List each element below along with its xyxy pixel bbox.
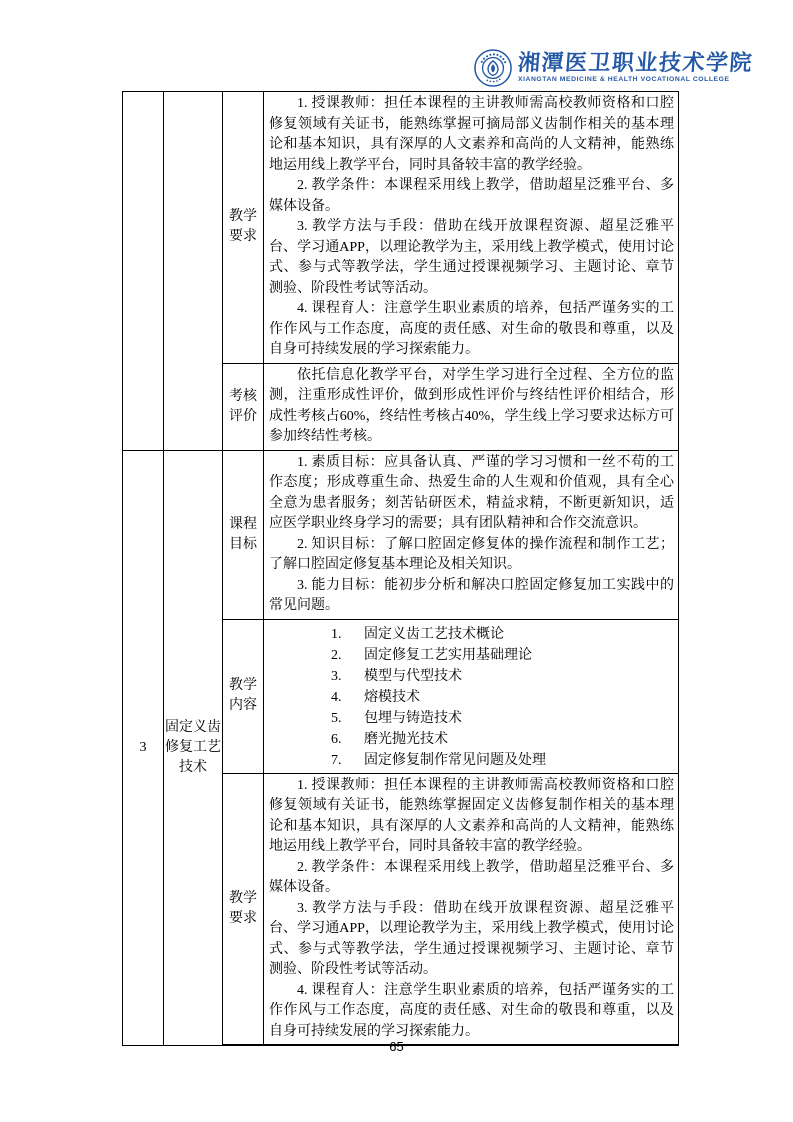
paragraph: 2. 教学条件：本课程采用线上教学，借助超星泛雅平台、多媒体设备。 [269, 178, 674, 214]
assessment-content [264, 363, 679, 450]
course-seq-cell: 3 [123, 450, 164, 1045]
list-item-number: 5. [331, 710, 342, 726]
paragraph: 4. 课程育人：注意学生职业素质的培养，包括严谨务实的工作作风与工作态度，高度的责任感、对生命的敬畏和尊重，以及自身可持续发展的学习探索能力。 [269, 301, 674, 357]
college-seal-icon [474, 49, 512, 87]
college-name-cn: 湘潭医卫职业技术学院 [517, 50, 754, 76]
list-item-number: 1. [331, 626, 342, 642]
paragraph: 3. 能力目标：能初步分析和解决口腔固定修复加工实践中的常见问题。 [269, 577, 674, 613]
paragraph: 4. 课程育人：注意学生职业素质的培养，包括严谨务实的工作作风与工作态度，高度的责任感、对生命的敬畏和尊重，以及自身可持续发展的学习探索能力。 [269, 982, 674, 1039]
syllabus-table [122, 91, 679, 1046]
paragraph: 3. 教学方法与手段：借助在线开放课程资源、超星泛雅平台、学习通APP，以理论教学为主，采用线上教学模式，使用讨论式、参与式等教学法，学生通过授课视频学习、主题讨论、章节测验、阶段性考试等活动。 [269, 219, 674, 296]
list-item-text: 固定义齿工艺技术概论 [364, 626, 504, 642]
row-label-assessment: 考核评价 [223, 363, 264, 450]
list-item-number: 3. [331, 668, 342, 684]
list-item-number: 7. [331, 752, 342, 768]
list-item-text: 磨光抛光技术 [364, 731, 448, 747]
paragraph: 2. 教学条件：本课程采用线上教学，借助超星泛雅平台、多媒体设备。 [269, 859, 674, 895]
row-label-teaching-requirements-2: 教学要求 [223, 773, 264, 1045]
course-name-cell-empty [164, 92, 223, 451]
list-item-number: 6. [331, 731, 342, 747]
page-number: 65 [389, 1039, 404, 1054]
list-item [331, 708, 674, 729]
list-item [331, 645, 674, 666]
list-item-number: 4. [331, 689, 342, 705]
list-item-text: 固定修复工艺实用基础理论 [364, 647, 532, 663]
list-item [331, 729, 674, 750]
course-seq-cell-empty [123, 92, 164, 451]
paragraph: 1. 授课教师：担任本课程的主讲教师需高校教师资格和口腔修复领域有关证书，能熟练掌握可摘局部义齿制作相关的基本理论和基本知识，具有深厚的人文素养和高尚的人文精神，能熟练地运用线上教学平台，同时具备较丰富的教学经验。 [269, 96, 674, 173]
college-name-block [518, 52, 753, 84]
list-item [331, 687, 674, 708]
college-logo [474, 49, 753, 87]
teaching-requirements-content [264, 92, 679, 364]
paragraph: 依托信息化教学平台，对学生学习进行全过程、全方位的监测，注重形成性评价，做到形成性评价与终结性评价相结合，形成性考核占60%，终结性考核占40%，学生线上学习要求达标方可参加终结性考核。 [269, 367, 674, 444]
paragraph: 1. 素质目标：应具备认真、严谨的学习习惯和一丝不苟的工作态度；形成尊重生命、热爱生命的人生观和价值观，具有全心全意为患者服务；刻苦钻研医术，精益求精，不断更新知识，适应医学职业终身学习的需要；具有团队精神和合作交流意识。 [269, 454, 674, 531]
list-item-number: 2. [331, 647, 342, 663]
list-item-text: 模型与代型技术 [364, 668, 462, 684]
list-item-text: 固定修复制作常见问题及处理 [364, 752, 546, 768]
paragraph: 3. 教学方法与手段：借助在线开放课程资源、超星泛雅平台、学习通APP，以理论教学为主，采用线上教学模式，使用讨论式、参与式等教学法，学生通过授课视频学习、主题讨论、章节测验、阶段性考试等活动。 [269, 900, 674, 977]
row-label-teaching-requirements: 教学要求 [223, 92, 264, 364]
row-label-teaching-content: 教学内容 [223, 619, 264, 773]
row-label-course-objectives: 课程目标 [223, 450, 264, 619]
list-item-text: 包埋与铸造技术 [364, 710, 462, 726]
teaching-content-list [269, 622, 674, 771]
college-name-en: XIANGTAN MEDICINE & HEALTH VOCATIONAL COLLEGE [517, 76, 730, 84]
course-objectives-content [264, 450, 679, 619]
paragraph: 2. 知识目标：了解口腔固定修复体的操作流程和制作工艺；了解口腔固定修复基本理论及相关知识。 [269, 536, 674, 572]
list-item-text: 熔模技术 [364, 689, 420, 705]
paragraph: 1. 授课教师：担任本课程的主讲教师需高校教师资格和口腔修复领域有关证书，能熟练掌握固定义齿修复制作相关的基本理论和基本知识，具有深厚的人文素养和高尚的人文精神，能熟练地运用线上教学平台，同时具备较丰富的教学经验。 [269, 777, 674, 854]
teaching-requirements-2-content [264, 773, 679, 1045]
list-item [331, 666, 674, 687]
list-item [331, 624, 674, 645]
list-item [331, 750, 674, 771]
teaching-content-list-cell [264, 619, 679, 773]
course-name-cell: 固定义齿修复工艺技术 [164, 450, 223, 1045]
